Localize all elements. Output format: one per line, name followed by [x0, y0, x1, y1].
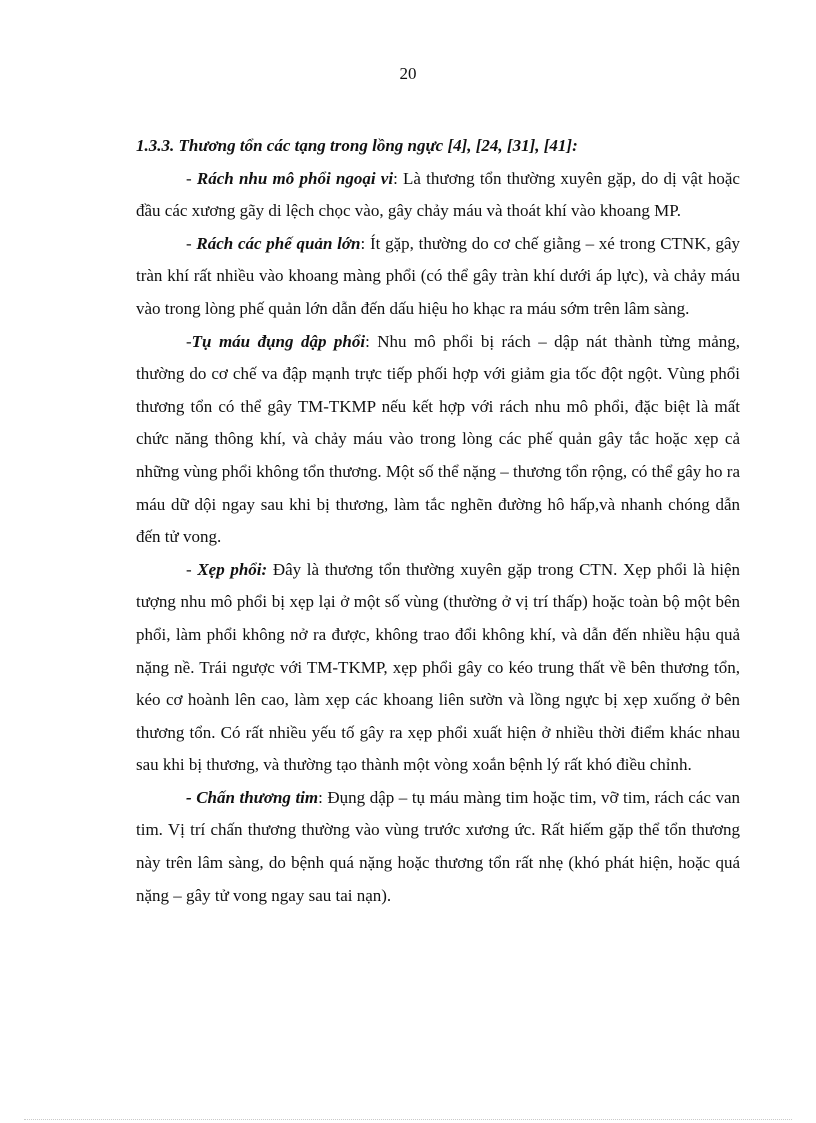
section-heading: 1.3.3. Thương tổn các tạng trong lồng ngực [4], [24, [31], [41]: [136, 136, 578, 155]
term-separator: : [365, 331, 378, 351]
term-bronchial-tear: Rách các phế quản lớn [196, 233, 361, 253]
paragraph-bronchial-tear [136, 228, 740, 326]
paragraph-prefix: - [186, 559, 198, 579]
term-peripheral-lung-tear: Rách nhu mô phổi ngoại vi [196, 168, 394, 188]
paragraph-prefix: - [186, 331, 192, 351]
page-bottom-divider [24, 1119, 792, 1120]
paragraph-prefix: - [186, 233, 197, 253]
paragraph-peripheral-lung-tear [136, 163, 740, 228]
page-number: 20 [399, 64, 417, 83]
term-lung-contusion: Tụ máu đụng dập phổi [191, 331, 366, 351]
paragraph-text: Đụng dập – tụ máu màng tim hoặc tim, vỡ tim, rách các van tim. Vị trí chấn thương thường vào vùng trước xương ức. Rất hiếm gặp thể tổn thương này trên lâm sàng, do bệnh quá nặng hoặc thương tổn rất nhẹ (khó phát hiện, hoặc quá nặng – gây tử vong ngay sau tai nạn). [136, 787, 740, 905]
term-separator: : [360, 233, 370, 253]
term-separator: : [393, 168, 404, 188]
term-atelectasis: Xẹp phổi: [197, 559, 268, 579]
paragraph-prefix: - [186, 168, 197, 188]
paragraph-text: Ít gặp, thường do cơ chế giằng – xé trong CTNK, gây tràn khí rất nhiều vào khoang màng phổi (có thể gây tràn khí dưới áp lực), và chảy máu vào trong lòng phế quản lớn dẫn đến dấu hiệu ho khạc ra máu sớm trên lâm sàng. [136, 233, 741, 318]
term-cardiac-trauma: - Chấn thương tim [186, 787, 319, 807]
document-body [136, 130, 740, 912]
paragraph-atelectasis [136, 554, 740, 782]
term-separator: : [318, 787, 328, 807]
paragraph-lung-contusion [136, 326, 740, 554]
paragraph-text: Nhu mô phổi bị rách – dập nát thành từng mảng, thường do cơ chế va đập mạnh trực tiếp phối hợp với giảm gia tốc đột ngột. Vùng phổi thương tổn có thể gây TM-TKMP nếu kết hợp với rách nhu mô phổi, đặc biệt là mất chức năng thông khí, và chảy máu vào trong lòng các phế quản gây tắc hoặc xẹp cả những vùng phổi không tổn thương. Một số thể nặng – thương tổn rộng, có thể gây ho ra máu dữ dội ngay sau khi bị thương, làm tắc nghẽn đường hô hấp,và nhanh chóng dẫn đến tử vong. [136, 331, 740, 547]
paragraph-cardiac-trauma [136, 782, 740, 912]
paragraph-text: Là thương tổn thường xuyên gặp, do dị vật hoặc đầu các xương gãy di lệch chọc vào, gây chảy máu và thoát khí vào khoang MP. [136, 168, 740, 221]
paragraph-text: Đây là thương tổn thường xuyên gặp trong CTN. Xẹp phổi là hiện tượng nhu mô phổi bị xẹp lại ở một số vùng (thường ở vị trí thấp) hoặc toàn bộ một bên phổi, làm phổi không nở ra được, không trao đổi không khí, và dẫn đến nhiều hậu quả nặng nề. Trái ngược với TM-TKMP, xẹp phổi gây co kéo trung thất về bên thương tổn, kéo cơ hoành lên cao, làm xẹp các khoang liên sườn và lồng ngực bị xẹp xuống ở bên thương tổn. Có rất nhiều yếu tố gây ra xẹp phổi xuất hiện ở nhiều thời điểm khác nhau sau khi bị thương, và thường tạo thành một vòng xoắn bệnh lý rất khó điều chỉnh. [136, 559, 740, 775]
